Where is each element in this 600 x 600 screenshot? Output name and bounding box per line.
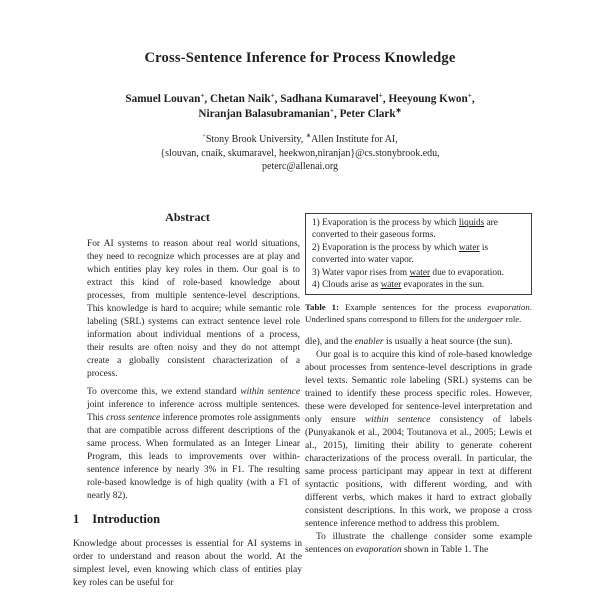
body-paragraph-3: To illustrate the challenge consider some example sentences on evaporation shown in Table 1. The [305,532,532,556]
table-row-4: 4) Clouds arise as water evaporates in the sun. [312,280,485,291]
abstract-paragraph-2: To overcome this, we extend standard within sentence joint inference to inference across multiple sentences. This cross sentence inference promotes role assignments that are compatible across different descriptions of the same process. When formulated as an Integer Linear Program, this leads to improvements over within-sentence inference by nearly 3% in F1. The resulting role-based knowledge is of high quality (with a F1 of nearly 82). [87,387,300,501]
section-1-number: 1 [73,512,80,526]
table-1-caption: Table 1: Example sentences for the process evaporation. Underlined spans correspond to fillers for the undergoer role. [305,302,532,325]
abstract-body [73,238,302,503]
right-column [305,206,532,600]
table-row-2: 2) Evaporation is the process by which water is converted into water vapor. [312,242,489,266]
affiliation-line: +Stony Brook University, ∗Allen Institute for AI, [202,132,398,145]
table-row-1: 1) Evaporation is the process by which liquids are converted to their gaseous forms. [312,218,498,241]
table-row-3: 3) Water vapor rises from water due to evaporation. [312,267,504,278]
body-paragraph-1: dle), and the enabler is usually a heat source (the sun). [305,337,513,348]
body-paragraph-2: Our goal is to acquire this kind of role-based knowledge about processes from sentence-level descriptions in grade level texts. Semantic role labeling (SRL) systems can be trained to identify these process specific roles. However, these were developed for sentence-level interpretation and only ensure within sentence consistency of labels (Punyakanok et al., 2004; Toutanova et al., 2005; Lewis et al., 2015), limiting their ability to generate coherent characterizations of the process overall. In particular, the same process participant may appear in text at different syntactic positions, with different wording, and with different verbs, which makes it hard to extract globally consistent descriptions. In this work, we propose a cross sentence inference method to address this problem. [305,350,532,530]
author-list [0,92,600,122]
paper-header [0,50,600,174]
email-line-1: {slouvan, cnaik, skumaravel, heekwon,niranjan}@cs.stonybrook.edu, [160,147,440,159]
paper-title: Cross-Sentence Inference for Process Knowledge [144,50,456,66]
author-line-1: Samuel Louvan+, Chetan Naik+, Sadhana Kumaravel+, Heeyoung Kwon+, [125,91,475,105]
email-line-2: peterc@allenai.org [262,161,338,172]
table-1 [305,213,532,295]
intro-paragraph-1: Knowledge about processes is essential for AI systems in order to understand and reason about the world. At the simplest level, even knowing which class of entities play key roles can be useful for [73,539,302,588]
abstract-paragraph-1: For AI systems to reason about real world situations, they need to recognize which processes are at play and which entities play key roles in them. Our goal is to extract this kind of role-based knowledge about processes, from multiple sentence-level descriptions. This knowledge is hard to acquire; while semantic role labeling (SRL) systems can extract sentence level role information about individual mentions of a process, their results are often noisy and they do not attempt create a globally consistent characterization of a process. [87,239,300,379]
abstract-heading: Abstract [165,210,210,224]
author-line-2: Niranjan Balasubramanian+, Peter Clark∗ [198,106,402,120]
section-1-title: Introduction [92,512,161,526]
section-1-heading [73,512,302,527]
left-column [73,206,302,600]
affiliations [0,133,600,174]
